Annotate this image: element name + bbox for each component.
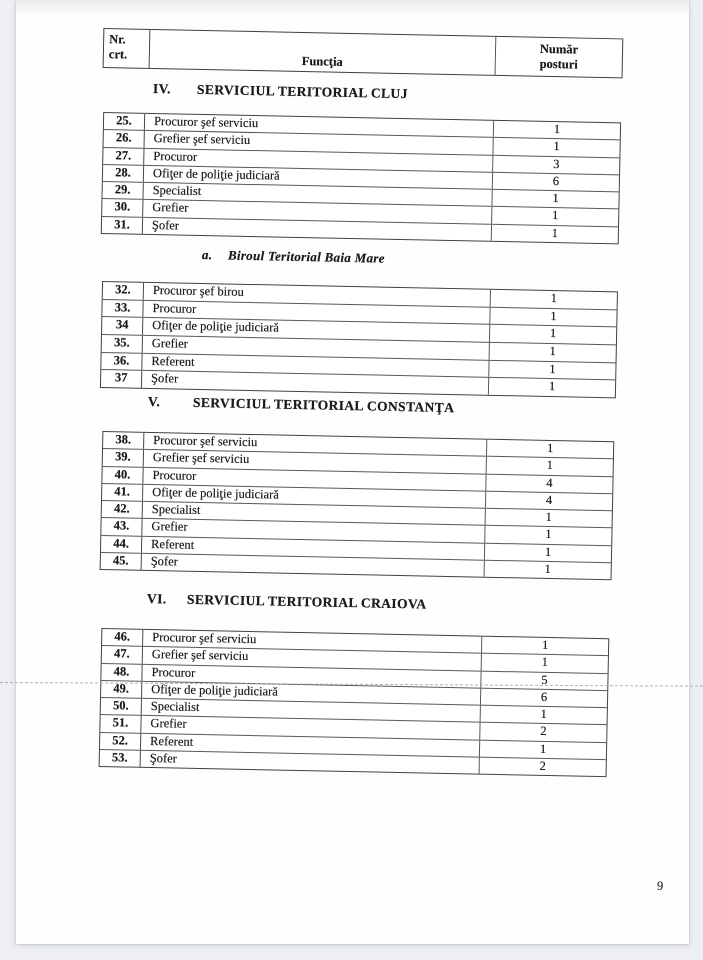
posts-count-cell: 1 — [546, 440, 554, 456]
posts-count-cell: 1 — [550, 291, 558, 306]
posts-count-cell: 1 — [545, 527, 552, 542]
row-number-cell: 49. — [101, 681, 142, 698]
row-number-cell: 28. — [103, 165, 144, 182]
row-number-cell: 25. — [104, 113, 145, 130]
table-constanta — [100, 431, 615, 581]
function-cell: Procuror — [142, 664, 481, 687]
function-cell: Procuror — [143, 301, 490, 325]
column-header-numar-posturi: Număr posturi — [539, 42, 579, 72]
section-title: SERVICIUL TERITORIAL CRAIOVA — [186, 591, 427, 612]
section-title: SERVICIUL TERITORIAL CLUJ — [196, 81, 408, 102]
function-cell: Procuror şef birou — [144, 283, 491, 307]
page-number: 9 — [657, 879, 664, 893]
row-number-cell: 51. — [100, 716, 141, 733]
function-cell: Şofer — [142, 554, 485, 577]
posts-count-cell: 1 — [541, 655, 549, 670]
function-cell: Ofiţer de poliţie judiciară — [144, 166, 493, 189]
table-cluj — [101, 112, 621, 244]
row-number-cell: 38. — [103, 432, 144, 449]
row-number-cell: 26. — [104, 130, 145, 147]
posts-count-cell: 1 — [544, 544, 552, 559]
row-number-cell: 44. — [101, 536, 142, 553]
function-cell: Procuror — [143, 467, 486, 490]
section-heading-craiova — [147, 591, 427, 613]
posts-count-cell: 1 — [549, 361, 556, 376]
column-header-nr-crt: Nr. crt. — [104, 29, 151, 68]
column-header-functia — [150, 30, 497, 75]
function-cell: Şofer — [141, 751, 480, 774]
row-number-cell: 43. — [101, 519, 142, 536]
posts-count-cell: 1 — [552, 191, 559, 206]
function-cell: Grefier — [143, 336, 490, 360]
function-cell: Şofer — [142, 371, 489, 395]
row-number-cell: 39. — [103, 449, 144, 466]
posts-count-cell: 1 — [540, 707, 548, 722]
posts-count-cell: 2 — [540, 724, 547, 739]
scan-top-shadow — [16, 0, 689, 16]
posts-count-cell: 1 — [549, 326, 557, 341]
posts-count-cell: 1 — [549, 344, 557, 359]
section-numeral: a. — [201, 247, 213, 263]
row-number-cell: 45. — [101, 553, 142, 570]
posts-count-cell: 1 — [541, 637, 549, 652]
row-number-cell: 31. — [102, 217, 143, 234]
row-number-cell: 42. — [102, 501, 143, 518]
posts-count-cell: 1 — [545, 510, 553, 525]
section-numeral: VI. — [146, 591, 167, 607]
posts-count-cell: 1 — [539, 741, 547, 756]
function-cell: Grefier — [142, 519, 485, 542]
posts-count-cell: 1 — [553, 139, 560, 154]
posts-count-cell: 6 — [540, 689, 548, 704]
section-heading-constanta — [148, 394, 455, 416]
section-numeral: V. — [147, 394, 161, 410]
function-cell: Specialist — [143, 183, 492, 206]
row-number-cell: 34 — [102, 317, 143, 335]
section-numeral: IV. — [152, 81, 172, 97]
row-number-cell: 40. — [102, 467, 143, 484]
function-cell: Ofiţer de poliţie judiciară — [143, 485, 486, 508]
row-number-cell: 47. — [102, 646, 143, 663]
function-cell: Referent — [142, 354, 489, 378]
table-baia-mare — [100, 281, 618, 398]
function-cell: Specialist — [142, 699, 481, 722]
function-cell: Procuror şef serviciu — [143, 630, 482, 653]
posts-count-cell: 1 — [553, 122, 561, 137]
row-number-cell: 48. — [101, 664, 142, 681]
section-heading-cluj — [153, 81, 408, 102]
posts-count-cell: 6 — [552, 173, 560, 189]
posts-count-cell: 1 — [551, 225, 559, 240]
row-number-cell: 52. — [100, 733, 141, 750]
posts-count-cell: 1 — [550, 308, 557, 323]
posts-count-cell: 1 — [546, 458, 554, 473]
function-cell: Grefier — [143, 200, 492, 223]
posts-count-cell: 5 — [541, 672, 548, 687]
row-number-cell: 30. — [102, 199, 143, 216]
function-cell: Grefier — [141, 716, 480, 739]
function-cell: Grefier şef serviciu — [143, 647, 482, 670]
posts-count-cell: 1 — [544, 561, 551, 577]
row-number-cell: 53. — [100, 750, 141, 767]
function-cell: Procuror şef serviciu — [145, 114, 494, 137]
row-number-cell: 27. — [103, 148, 144, 165]
function-cell: Ofiţer de poliţie judiciară — [142, 682, 481, 705]
row-number-cell: 33. — [102, 300, 143, 318]
row-number-cell: 46. — [102, 629, 143, 646]
function-cell: Grefier şef serviciu — [144, 450, 487, 473]
posts-count-cell: 1 — [548, 379, 556, 394]
row-number-cell: 32. — [103, 282, 144, 300]
function-cell: Procuror şef serviciu — [144, 433, 487, 456]
posts-count-cell: 3 — [553, 156, 560, 171]
posts-count-cell: 1 — [551, 208, 559, 223]
scanned-document-page — [16, 0, 689, 944]
row-number-cell: 29. — [102, 182, 143, 199]
section-heading-baia-mare — [202, 247, 385, 267]
posts-count-cell: 4 — [545, 492, 553, 507]
function-cell: Şofer — [143, 218, 492, 241]
posts-count-cell: 2 — [539, 758, 546, 774]
function-cell: Specialist — [143, 502, 486, 525]
row-number-cell: 37 — [101, 370, 142, 388]
section-title: Biroul Teritorial Baia Mare — [227, 247, 385, 266]
table-craiova — [99, 628, 610, 778]
section-title: SERVICIUL TERITORIAL CONSTANŢA — [192, 394, 455, 416]
table-column-header — [103, 28, 624, 78]
function-cell: Referent — [142, 537, 485, 560]
function-cell: Procuror — [144, 148, 493, 171]
function-cell: Grefier şef serviciu — [145, 131, 494, 154]
function-cell: Referent — [141, 734, 480, 757]
row-number-cell: 41. — [102, 484, 143, 501]
row-number-cell: 35. — [102, 335, 143, 353]
column-header-functia-label: Funcţia — [301, 54, 343, 70]
posts-count-cell: 4 — [546, 475, 553, 490]
row-number-cell: 50. — [101, 698, 142, 715]
row-number-cell: 36. — [101, 353, 142, 371]
function-cell: Ofiţer de poliţie judiciară — [143, 318, 490, 342]
